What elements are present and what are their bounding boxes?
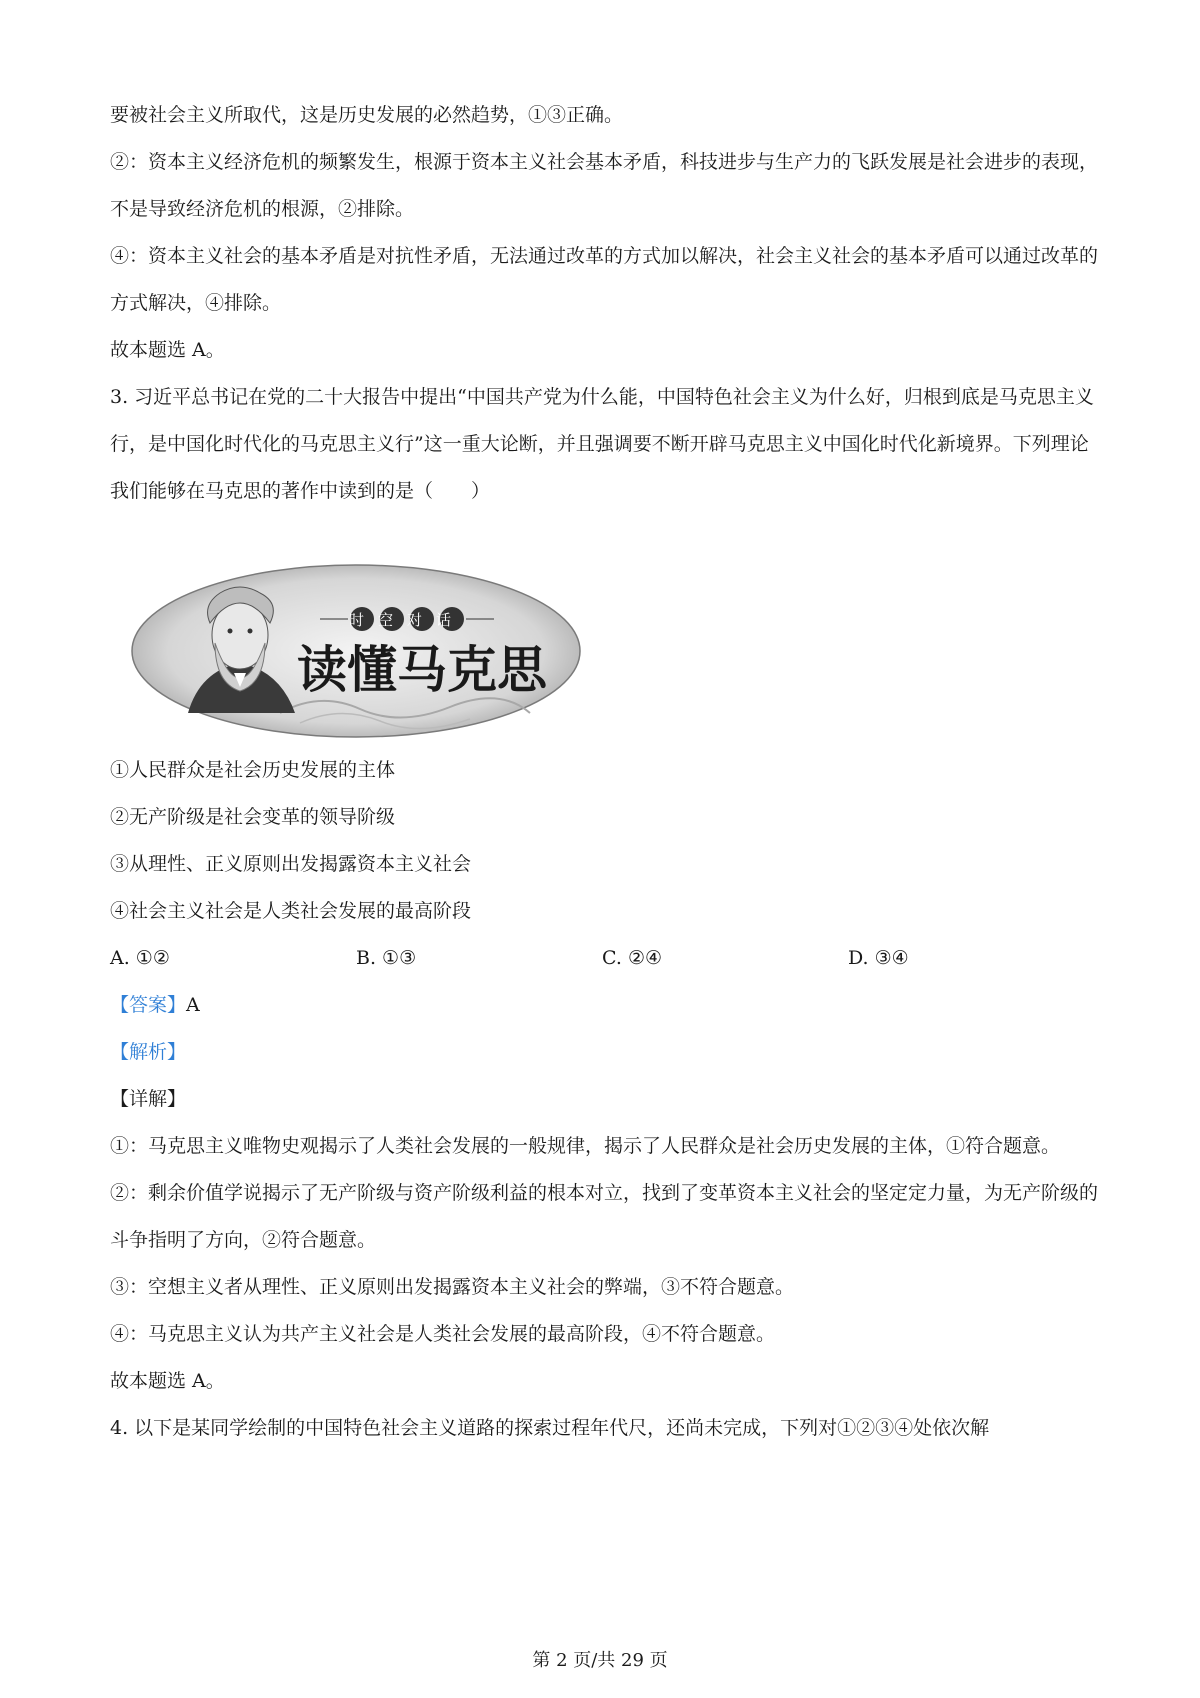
q3-options [110, 935, 1100, 982]
option-a: A. ①② [110, 947, 170, 969]
banner-big-title: 读懂马克思 [297, 640, 547, 699]
analysis-tag: 【解析】 [110, 1041, 187, 1063]
option-c: C. ②④ [602, 947, 663, 969]
marx-banner-figure [110, 515, 1100, 747]
question-4-stem: 4. 以下是某同学绘制的中国特色社会主义道路的探索过程年代尺，还尚未完成，下列对①②③④处依次解 [110, 1417, 990, 1439]
text-line: 要被社会主义所取代，这是历史发展的必然趋势，①③正确。 [110, 104, 624, 126]
analysis-line [110, 1029, 1100, 1076]
option-b: B. ①③ [356, 947, 417, 969]
banner-small-title: 时空对话 [348, 611, 466, 629]
question-3-stem: 3. 习近平总书记在党的二十大报告中提出“中国共产党为什么能，中国特色社会主义为什么好，归根到底是马克思主义行，是中国化时代化的马克思主义行”这一重大论断，并且强调要不断开辟马克思主义中国化时代化新境界。下列理论我们能够在马克思的著作中读到的是（ ） [110, 386, 1094, 502]
conclusion-line: 故本题选 A。 [110, 339, 225, 361]
page-footer: 第 2 页/共 29 页 [532, 1650, 668, 1671]
answer-tag: 【答案】 [110, 994, 187, 1016]
marx-banner-image [130, 563, 582, 739]
detail-heading: 【详解】 [110, 1088, 187, 1110]
q3-item-4: ④社会主义社会是人类社会发展的最高阶段 [110, 900, 472, 922]
page-content [110, 92, 1100, 1452]
detail-3: ③：空想主义者从理性、正义原则出发揭露资本主义社会的弊端，③不符合题意。 [110, 1276, 795, 1298]
q3-item-3: ③从理性、正义原则出发揭露资本主义社会 [110, 853, 472, 875]
detail-4: ④：马克思主义认为共产主义社会是人类社会发展的最高阶段，④不符合题意。 [110, 1323, 776, 1345]
q3-item-2: ②无产阶级是社会变革的领导阶级 [110, 806, 396, 828]
answer-line [110, 982, 1100, 1029]
detail-1: ①：马克思主义唯物史观揭示了人类社会发展的一般规律，揭示了人民群众是社会历史发展的主体，①符合题意。 [110, 1135, 1061, 1157]
text-line: ④：资本主义社会的基本矛盾是对抗性矛盾，无法通过改革的方式加以解决，社会主义社会的基本矛盾可以通过改革的方式解决，④排除。 [110, 245, 1099, 314]
q3-conclusion: 故本题选 A。 [110, 1370, 225, 1392]
q3-item-1: ①人民群众是社会历史发展的主体 [110, 759, 396, 781]
answer-value: A [186, 994, 200, 1016]
detail-2: ②：剩余价值学说揭示了无产阶级与资产阶级利益的根本对立，找到了变革资本主义社会的坚定定力量，为无产阶级的斗争指明了方向，②符合题意。 [110, 1182, 1099, 1251]
text-line: ②：资本主义经济危机的频繁发生，根源于资本主义社会基本矛盾，科技进步与生产力的飞跃发展是社会进步的表现，不是导致经济危机的根源，②排除。 [110, 151, 1099, 220]
option-d: D. ③④ [848, 947, 909, 969]
